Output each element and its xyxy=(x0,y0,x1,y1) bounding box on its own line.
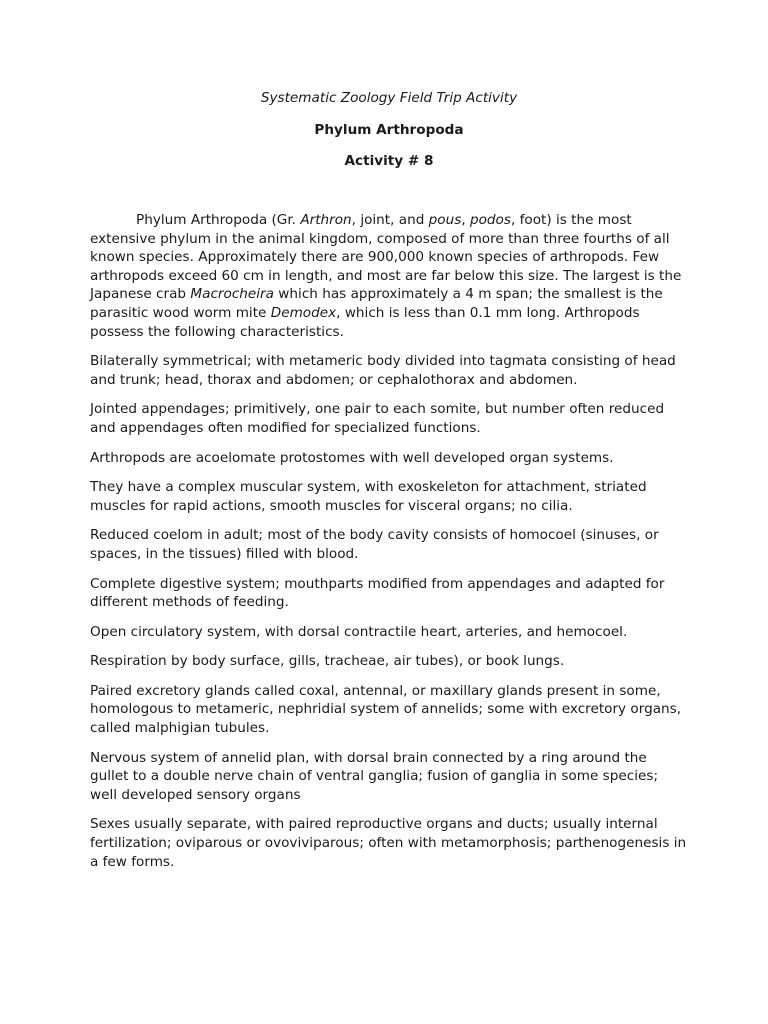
activity-number: Activity # 8 xyxy=(344,153,434,169)
intro-paragraph xyxy=(90,211,688,341)
term-macrocheira: Macrocheira xyxy=(190,286,274,303)
intro-text-1: Phylum Arthropoda (Gr. xyxy=(136,212,301,228)
term-demodex: Demodex xyxy=(270,304,337,321)
intro-text-5: which has approximately a 4 m span; the smallest is the parasitic wood worm mite xyxy=(90,286,663,321)
characteristic-item: Jointed appendages; primitively, one pair to each somite, but number often reduced and appendages often modified for specialized functions. xyxy=(90,401,665,436)
characteristic-item: Respiration by body surface, gills, tracheae, air tubes), or book lungs. xyxy=(90,653,565,670)
characteristic-item: Sexes usually separate, with paired reproductive organs and ducts; usually internal fertilization; oviparous or ovoviviparous; often with metamorphosis; parthenogenesis in a few forms. xyxy=(90,816,687,870)
characteristic-item: Paired excretory glands called coxal, antennal, or maxillary glands present in some, homologous to metameric, nephridial system of annelids; some with excretory organs, called malphigian tubules. xyxy=(90,682,682,737)
intro-text-4: , foot) is the most extensive phylum in the animal kingdom, composed of more than three fourths of all known species. Approximately there are 900,000 known species of arthropods. Few arthropods exceed 60 cm in length, and most are far below this size. The largest is the Japanese crab xyxy=(90,212,682,303)
intro-text-3: , xyxy=(461,212,470,228)
intro-text-6: , which is less than 0.1 mm long. Arthropods possess the following characteristics. xyxy=(90,304,640,340)
characteristic-item: Bilaterally symmetrical; with metameric body divided into tagmata consisting of head and trunk; head, thorax and abdomen; or cephalothorax and abdomen. xyxy=(90,353,676,388)
term-pous: pous xyxy=(428,212,462,228)
characteristic-item: Open circulatory system, with dorsal contractile heart, arteries, and hemocoel. xyxy=(90,623,628,640)
characteristics-list xyxy=(90,352,688,871)
intro-text-2: , joint, and xyxy=(351,212,429,228)
characteristic-item: Nervous system of annelid plan, with dorsal brain connected by a ring around the gullet to a double nerve chain of ventral ganglia; fusion of ganglia in some species; well developed sensory organs xyxy=(90,749,659,803)
term-arthron: Arthron xyxy=(300,212,352,228)
characteristic-item: Reduced coelom in adult; most of the body cavity consists of homocoel (sinuses, or spaces, in the tissues) filled with blood. xyxy=(90,527,659,562)
characteristic-item: Complete digestive system; mouthparts modified from appendages and adapted for different methods of feeding. xyxy=(90,575,665,611)
term-podos: podos xyxy=(469,212,511,228)
document-title: Systematic Zoology Field Trip Activity xyxy=(260,90,518,106)
characteristic-item: Arthropods are acoelomate protostomes with well developed organ systems. xyxy=(90,449,614,466)
document-subtitle: Phylum Arthropoda xyxy=(314,122,464,138)
characteristic-item: They have a complex muscular system, with exoskeleton for attachment, striated muscles for rapid actions, smooth muscles for visceral organs; no cilia. xyxy=(90,479,647,514)
